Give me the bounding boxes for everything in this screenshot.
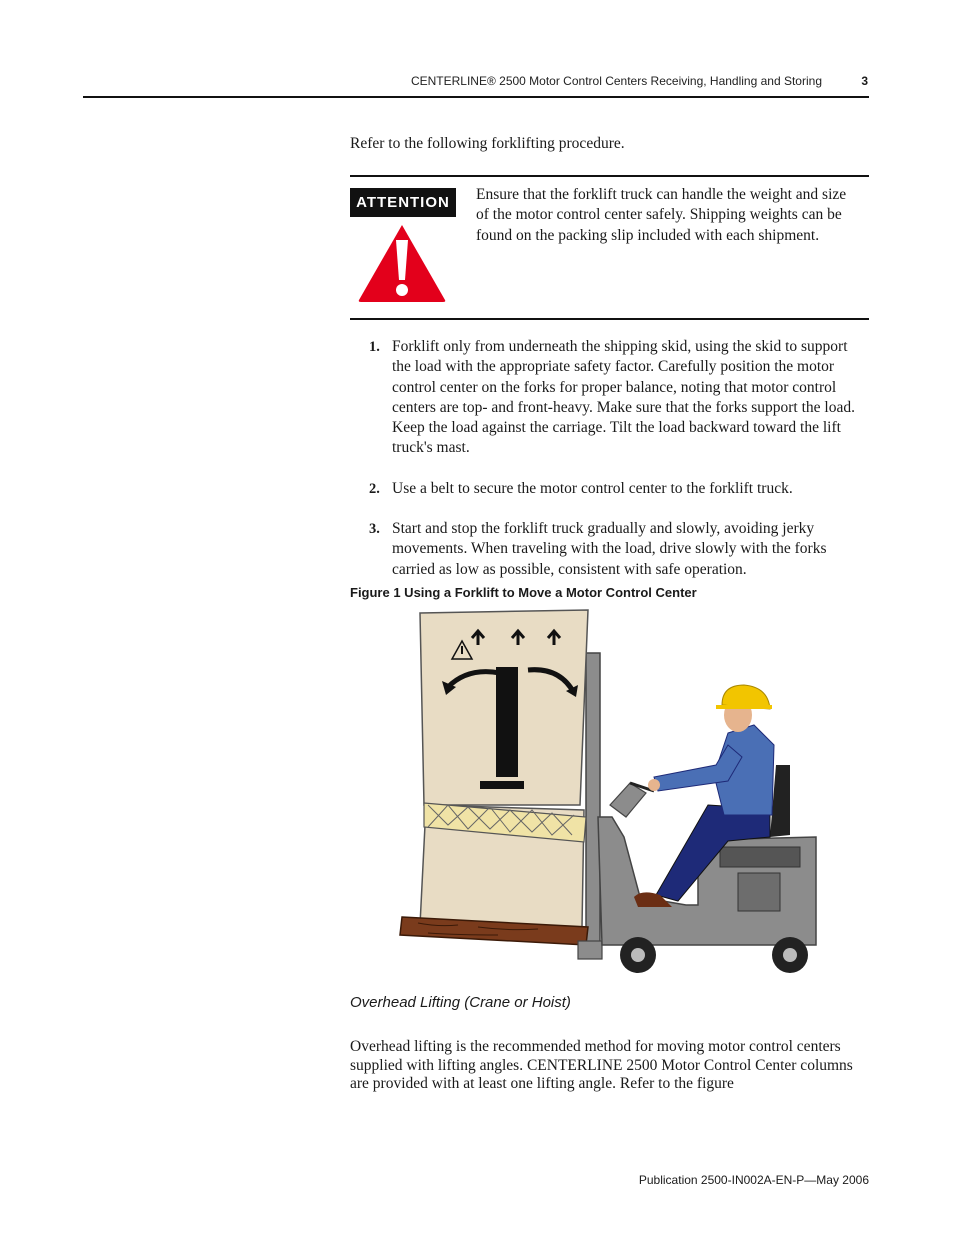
figure-caption: Figure 1 Using a Forklift to Move a Motor Control Center [350, 585, 697, 600]
procedure-step [366, 337, 870, 459]
section-paragraph: Overhead lifting is the recommended method for moving motor control centers supplied with lifting angles. CENTERLINE 2500 Motor Control Center columns are provided with at least one lifting angle. Refer to the figure [350, 1038, 853, 1092]
attention-top-rule [350, 175, 869, 177]
step-text: Use a belt to secure the motor control center to the forklift truck. [392, 479, 793, 497]
step-text: Start and stop the forklift truck gradually and slowly, avoiding jerky movements. When traveling with the load, drive slowly with the forks carried as low as possible, consistent with safe operation. [392, 520, 827, 578]
mcc-crate [420, 610, 588, 927]
running-header-title: CENTERLINE® 2500 Motor Control Centers Receiving, Handling and Storing [410, 74, 822, 88]
procedure-steps [366, 337, 870, 600]
forklift-illustration [398, 605, 820, 975]
attention-bottom-rule [350, 318, 869, 320]
attention-badge: ATTENTION [350, 188, 456, 217]
step-number: 3. [369, 521, 380, 538]
step-number: 2. [369, 480, 380, 497]
section-heading: Overhead Lifting (Crane or Hoist) [350, 994, 571, 1011]
warning-triangle-icon [356, 222, 448, 304]
attention-text: Ensure that the forklift truck can handle the weight and size of the motor control center safely. Shipping weights can be found on the packing slip included with each shipment. [476, 186, 847, 244]
step-number: 1. [369, 339, 380, 355]
step-text: Forklift only from underneath the shipping skid, using the skid to support the load with the appropriate safety factor. Carefully position the motor control center on the forks for proper balance, noting that motor control centers are top- and front-heavy. Make sure that the forks support the load. Keep the load against the carriage. Tilt the load backward toward the lift truck's mast. [392, 338, 855, 457]
publication-footer: Publication 2500-IN002A-EN-P—May 2006 [638, 1173, 869, 1187]
intro-text: Refer to the following forklifting procedure. [350, 135, 625, 152]
header-rule [83, 96, 869, 98]
page-number: 3 [861, 74, 868, 88]
procedure-step [366, 479, 870, 499]
procedure-step [366, 519, 870, 580]
forklift-truck [598, 765, 816, 973]
